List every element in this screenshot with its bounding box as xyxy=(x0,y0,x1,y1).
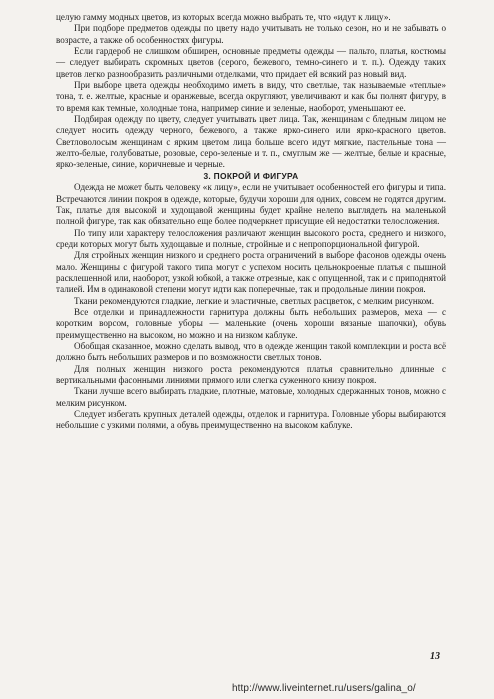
paragraph: Обобщая сказанное, можно сделать вывод, что в одежде женщин такой комплекции и роста всё должно быть небольших размеров и по возможности светлых тонов. xyxy=(56,340,446,363)
section-heading: 3. ПОКРОЙ И ФИГУРА xyxy=(203,170,299,181)
paragraph: Все отделки и принадлежности гарнитура должны быть небольших размеров, меха — с коротким ворсом, головные уборы — маленькие (очень хороши вязаные шапочки), обувь преимущественно на высоком, но можно и на низком каблуке. xyxy=(56,306,446,340)
paragraph: По типу или характеру телосложения различают женщин высокого роста, среднего и низкого, среди которых могут быть худощавые и полные, стройные и с непропорциональной фигурой. xyxy=(56,227,446,249)
paragraph: Ткани рекомендуются гладкие, легкие и эластичные, светлых расцветок, с мелким рисунком. xyxy=(74,295,435,306)
paragraph: При подборе предметов одежды по цвету надо учитывать не только сезон, но и не забывать о возрасте, а также об особенностях фигуры. xyxy=(56,23,446,45)
paragraph: Если гардероб не слишком обширен, основные предметы одежды — пальто, платья, костюмы — следует выбирать скромных цветов (серого, бежевого, темно-синего и т. п.). Одежду таких цветов легко разнообразить различными отделками, что придает ей всякий раз новый вид. xyxy=(56,46,446,79)
paragraph: Одежда не может быть человеку «к лицу», если не учитывает особенностей его фигуры и типа. Встречаются линии покроя в одежде, которые, будучи хороши для одних, совсем не годятся другим. Так, платье для высокой и худощавой женщины будет крайне нелепо выглядеть на маленькой полной фигуре, так как обязательно еще более подчеркнет присущие ей недостатки телосложения. xyxy=(56,182,446,227)
paragraph: При выборе цвета одежды необходимо иметь в виду, что светлые, так называемые «теплые» тона, т. е. желтые, красные и оранжевые, всегда округляют, увеличивают и как бы полнят фигуру, в то время как темные, холодные тона, например синие и зеленые, наоборот, уменьшают ее. xyxy=(56,80,446,113)
paragraph: Для полных женщин низкого роста рекомендуются платья сравнительно длинные с вертикальными фасонными линиями прямого или слегка суженного книзу покроя. xyxy=(56,363,446,385)
paragraph: Для стройных женщин низкого и среднего роста ограничений в выборе фасонов одежды очень мало. Женщины с фигурой такого типа могут с успехом носить цельнокроеные платья с пышной расклешенной или, наоборот, узкой юбкой, а также отрезные, как с опущенной, так и с приподнятой талией. Им в одинаковой степени могут идти как поперечные, так и продольные линии покроя. xyxy=(56,250,446,295)
paragraph: Подбирая одежду по цвету, следует учитывать цвет лица. Так, женщинам с бледным лицом не следует носить одежду черного, бежевого, а также ярко-синего или ярко-красного цветов. Светловолосым женщинам с ярким цветом лица больше всего идут мягкие, пастельные тона — желто-белые, голубоватые, розовые, серо-зеленые и т. п., смуглым же — желтые, белые и красные, ярко-зеленые, синие, коричневые и черные. xyxy=(56,114,446,170)
page-text xyxy=(56,12,446,432)
paragraph: Следует избегать крупных деталей одежды, отделок и гарнитура. Головные уборы выбираются небольшие с узкими полями, а обувь преимущественно на высоком каблуке. xyxy=(56,409,446,431)
watermark-url: http://www.liveinternet.ru/users/galina_o/ xyxy=(232,683,416,694)
page-number: 13 xyxy=(430,651,440,662)
paragraph: Ткани лучше всего выбирать гладкие, плотные, матовые, холодных сдержанных тонов, можно с мелким рисунком. xyxy=(56,386,446,408)
paragraph: целую гамму модных цветов, из которых всегда можно выбрать те, что «идут к лицу». xyxy=(56,12,391,22)
